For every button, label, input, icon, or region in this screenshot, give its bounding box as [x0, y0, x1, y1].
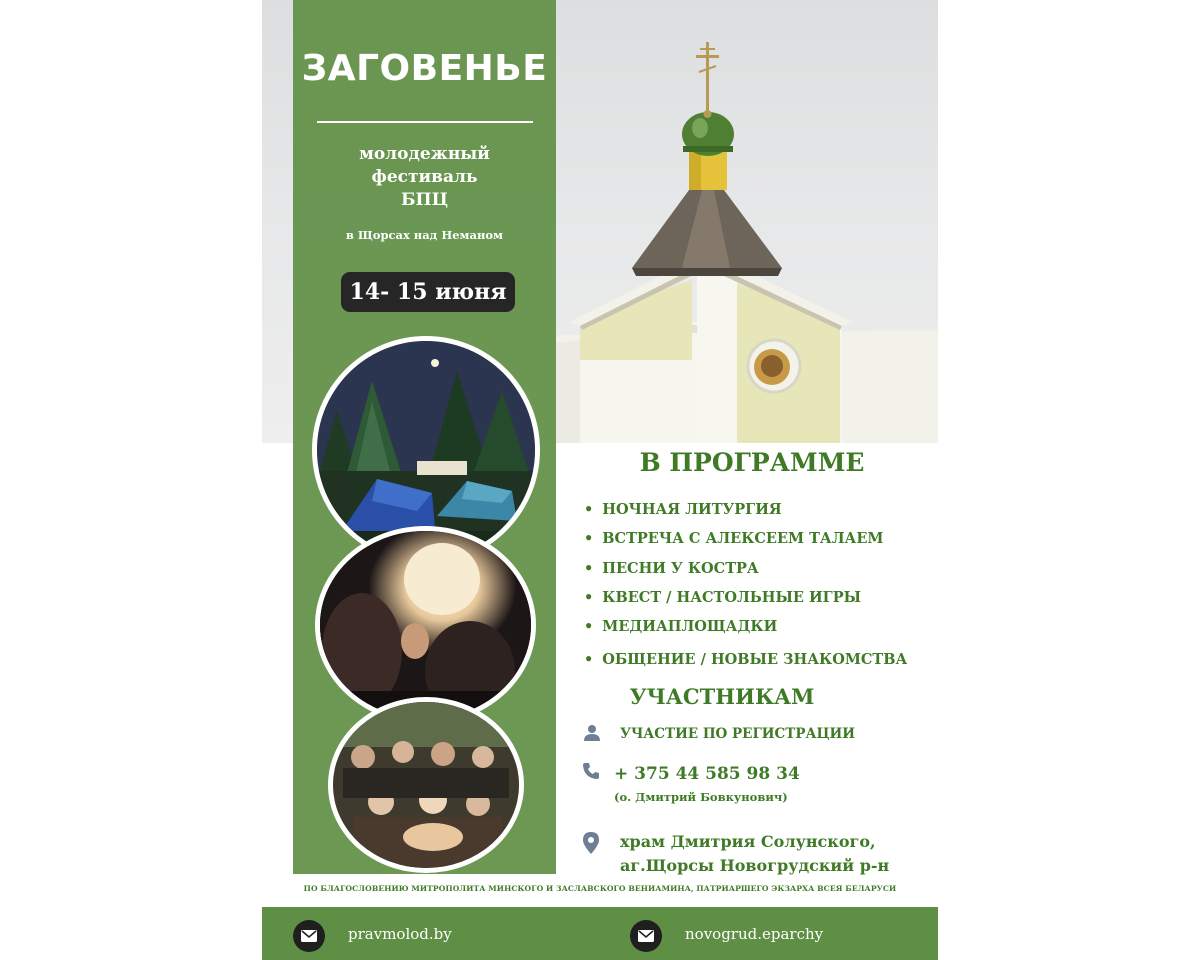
subtitle-line: БПЦ [400, 190, 448, 210]
address-line-2: аг.Щорсы Новогрудский р-н [620, 856, 890, 875]
festival-subtitle [293, 143, 556, 212]
program-item: ПЕСНИ У КОСТРА [602, 560, 759, 577]
program-item: ВСТРЕЧА С АЛЕКСЕЕМ ТАЛАЕМ [602, 530, 884, 547]
website-link-novogrud[interactable]: novogrud.eparchy [685, 925, 824, 943]
program-item: НОЧНАЯ ЛИТУРГИЯ [602, 501, 782, 518]
event-poster [262, 0, 938, 960]
subtitle-line: молодежный [359, 144, 490, 164]
photo-people-campfire [328, 697, 524, 873]
list-item: • ПЕСНИ У КОСТРА [584, 560, 759, 577]
mail-icon [630, 920, 662, 952]
footer-bar [262, 907, 938, 960]
participants-title: УЧАСТНИКАМ [629, 684, 815, 709]
location-pin-icon [583, 832, 599, 854]
title-divider [317, 121, 533, 123]
subtitle-line: фестиваль [371, 167, 478, 187]
address-line-1: храм Дмитрия Солунского, [620, 832, 876, 851]
phone-icon [582, 762, 600, 780]
poster-title: ЗАГОВЕНЬЕ [301, 48, 548, 89]
list-item: • МЕДИАПЛОЩАДКИ [584, 618, 778, 635]
list-item: • НОЧНАЯ ЛИТУРГИЯ [584, 501, 782, 518]
list-item: • ОБЩЕНИЕ / НОВЫЕ ЗНАКОМСТВА [584, 651, 908, 668]
mail-icon [293, 920, 325, 952]
photo-sky-lantern [315, 526, 536, 724]
list-item: • ВСТРЕЧА С АЛЕКСЕЕМ ТАЛАЕМ [584, 530, 884, 547]
website-link-pravmolod[interactable]: pravmolod.by [348, 925, 452, 943]
program-item: МЕДИАПЛОЩАДКИ [602, 618, 778, 635]
list-item: • КВЕСТ / НАСТОЛЬНЫЕ ИГРЫ [584, 589, 862, 606]
phone-contact: (о. Дмитрий Бовкунович) [614, 790, 788, 804]
registration-text: УЧАСТИЕ ПО РЕГИСТРАЦИИ [620, 726, 856, 742]
phone-number: + 375 44 585 98 34 [614, 764, 800, 784]
person-icon [583, 724, 601, 742]
program-item: ОБЩЕНИЕ / НОВЫЕ ЗНАКОМСТВА [602, 651, 908, 668]
program-title: В ПРОГРАММЕ [639, 448, 865, 477]
blessing-text: ПО БЛАГОСЛОВЕНИЮ МИТРОПОЛИТА МИНСКОГО И ЗАСЛАВСКОГО ВЕНИАМИНА, ПАТРИАРШЕГО ЭКЗАРХА ВСЕЯ БЕЛАРУСИ [303, 884, 897, 893]
festival-place: в Щорсах над Неманом [345, 228, 504, 242]
date-badge: 14- 15 июня [341, 272, 515, 312]
program-item: КВЕСТ / НАСТОЛЬНЫЕ ИГРЫ [602, 589, 862, 606]
